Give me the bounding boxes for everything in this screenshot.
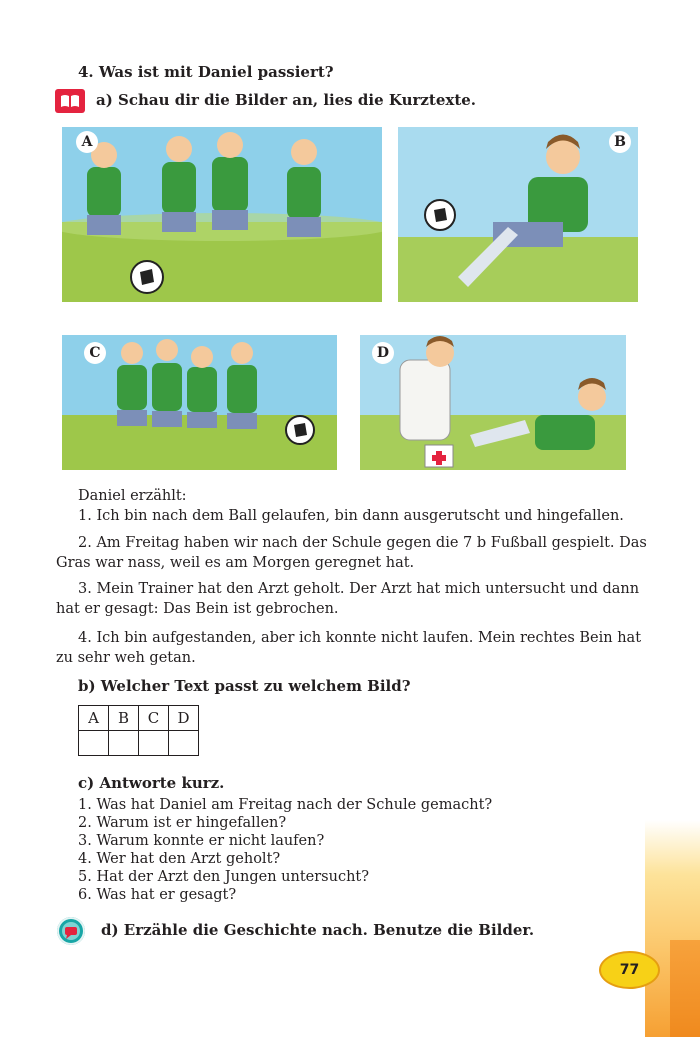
part-c-instruction: c) Antworte kurz. xyxy=(78,774,225,792)
page-number: 77 xyxy=(599,951,660,989)
table-header-d: D xyxy=(169,706,199,731)
question-4: 4. Wer hat den Arzt geholt? xyxy=(78,851,281,867)
question-3: 3. Warum konnte er nicht laufen? xyxy=(78,833,325,849)
page-edge-stripe-dark xyxy=(670,940,700,1037)
answer-cell-c[interactable] xyxy=(139,731,169,756)
answer-cell-b[interactable] xyxy=(109,731,139,756)
question-2: 2. Warum ist er hingefallen? xyxy=(78,815,287,831)
text-3: 3. Mein Trainer hat den Arzt geholt. Der Arzt hat mich untersucht und dann hat er gesagt: Das Bein ist gebrochen. xyxy=(56,581,640,617)
open-book-icon xyxy=(55,89,85,113)
part-a-instruction: a) Schau dir die Bilder an, lies die Kurztexte. xyxy=(96,91,477,109)
text-4: 4. Ich bin aufgestanden, aber ich konnte nicht laufen. Mein rechtes Bein hat zu sehr weh getan. xyxy=(56,630,642,666)
answer-cell-a[interactable] xyxy=(79,731,109,756)
picture-d xyxy=(360,335,626,470)
picture-b xyxy=(398,127,638,302)
intro-text: Daniel erzählt: xyxy=(78,488,187,504)
answer-cell-d[interactable] xyxy=(169,731,199,756)
picture-label-d: D xyxy=(372,342,394,364)
answer-table xyxy=(78,705,199,756)
picture-label-c: C xyxy=(84,342,106,364)
table-header-a: A xyxy=(79,706,109,731)
question-6: 6. Was hat er gesagt? xyxy=(78,887,237,903)
part-d-instruction: d) Erzähle die Geschichte nach. Benutze die Bilder. xyxy=(101,921,535,939)
picture-label-a: A xyxy=(76,131,98,153)
text-2: 2. Am Freitag haben wir nach der Schule gegen die 7 b Fußball gespielt. Das Gras war nass, weil es am Morgen geregnet hat. xyxy=(56,535,647,571)
questions-list xyxy=(78,796,618,904)
picture-a xyxy=(62,127,382,302)
table-header-c: C xyxy=(139,706,169,731)
text-1: 1. Ich bin nach dem Ball gelaufen, bin dann ausgerutscht und hingefallen. xyxy=(78,508,624,524)
speech-icon xyxy=(57,917,85,945)
part-b-instruction: b) Welcher Text passt zu welchem Bild? xyxy=(78,677,411,695)
picture-label-b: B xyxy=(609,131,631,153)
question-1: 1. Was hat Daniel am Freitag nach der Schule gemacht? xyxy=(78,797,493,813)
table-header-b: B xyxy=(109,706,139,731)
exercise-title: 4. Was ist mit Daniel passiert? xyxy=(78,63,334,81)
question-5: 5. Hat der Arzt den Jungen untersucht? xyxy=(78,869,370,885)
